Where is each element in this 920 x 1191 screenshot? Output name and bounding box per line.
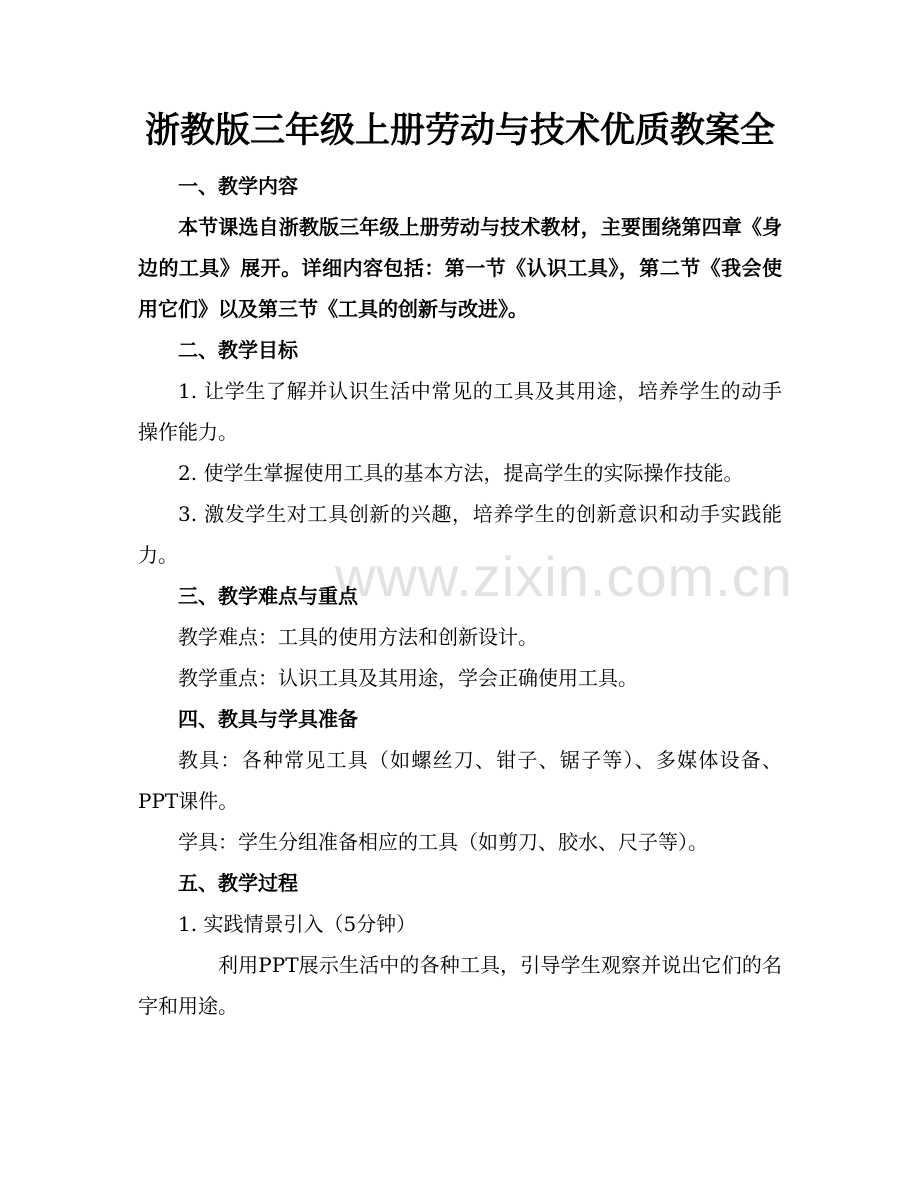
objective-item-2: 2. 使学生掌握使用工具的基本方法，提高学生的实际操作技能。 [178, 461, 744, 485]
student-materials-paragraph: 学具：学生分组准备相应的工具（如剪刀、胶水、尺子等）。 [178, 830, 708, 854]
section-heading-objectives: 二、教学目标 [178, 338, 298, 362]
section-heading-difficulties: 三、教学难点与重点 [178, 584, 358, 608]
objective-item-1: 1. 让学生了解并认识生活中常见的工具及其用途，培养学生的动手操作能力。 [138, 379, 782, 444]
document-title: 浙教版三年级上册劳动与技术优质教案全 [144, 110, 775, 151]
difficulty-paragraph: 教学难点：工具的使用方法和创新设计。 [178, 625, 538, 649]
teacher-materials-paragraph: 教具：各种常见工具（如螺丝刀、钳子、锯子等）、多媒体设备、PPT课件。 [138, 748, 782, 813]
section-heading-process: 五、教学过程 [178, 871, 298, 895]
process-step-1: 1. 实践情景引入（5分钟） [178, 912, 417, 936]
process-step-1-body: 利用PPT展示生活中的各种工具，引导学生观察并说出它们的名字和用途。 [138, 953, 782, 1018]
content-paragraph: 本节课选自浙教版三年级上册劳动与技术教材，主要围绕第四章《身边的工具》展开。详细内容包括：第一节《认识工具》，第二节《我会使用它们》以及第三节《工具的创新与改进》。 [138, 215, 782, 321]
objective-item-3: 3. 激发学生对工具创新的兴趣，培养学生的创新意识和动手实践能力。 [138, 502, 782, 567]
section-heading-materials: 四、教具与学具准备 [178, 707, 358, 731]
key-point-paragraph: 教学重点：认识工具及其用途，学会正确使用工具。 [178, 666, 638, 690]
watermark: www.zixin.com.cn [335, 545, 793, 608]
section-heading-content: 一、教学内容 [178, 174, 298, 198]
document-body [138, 166, 782, 1027]
